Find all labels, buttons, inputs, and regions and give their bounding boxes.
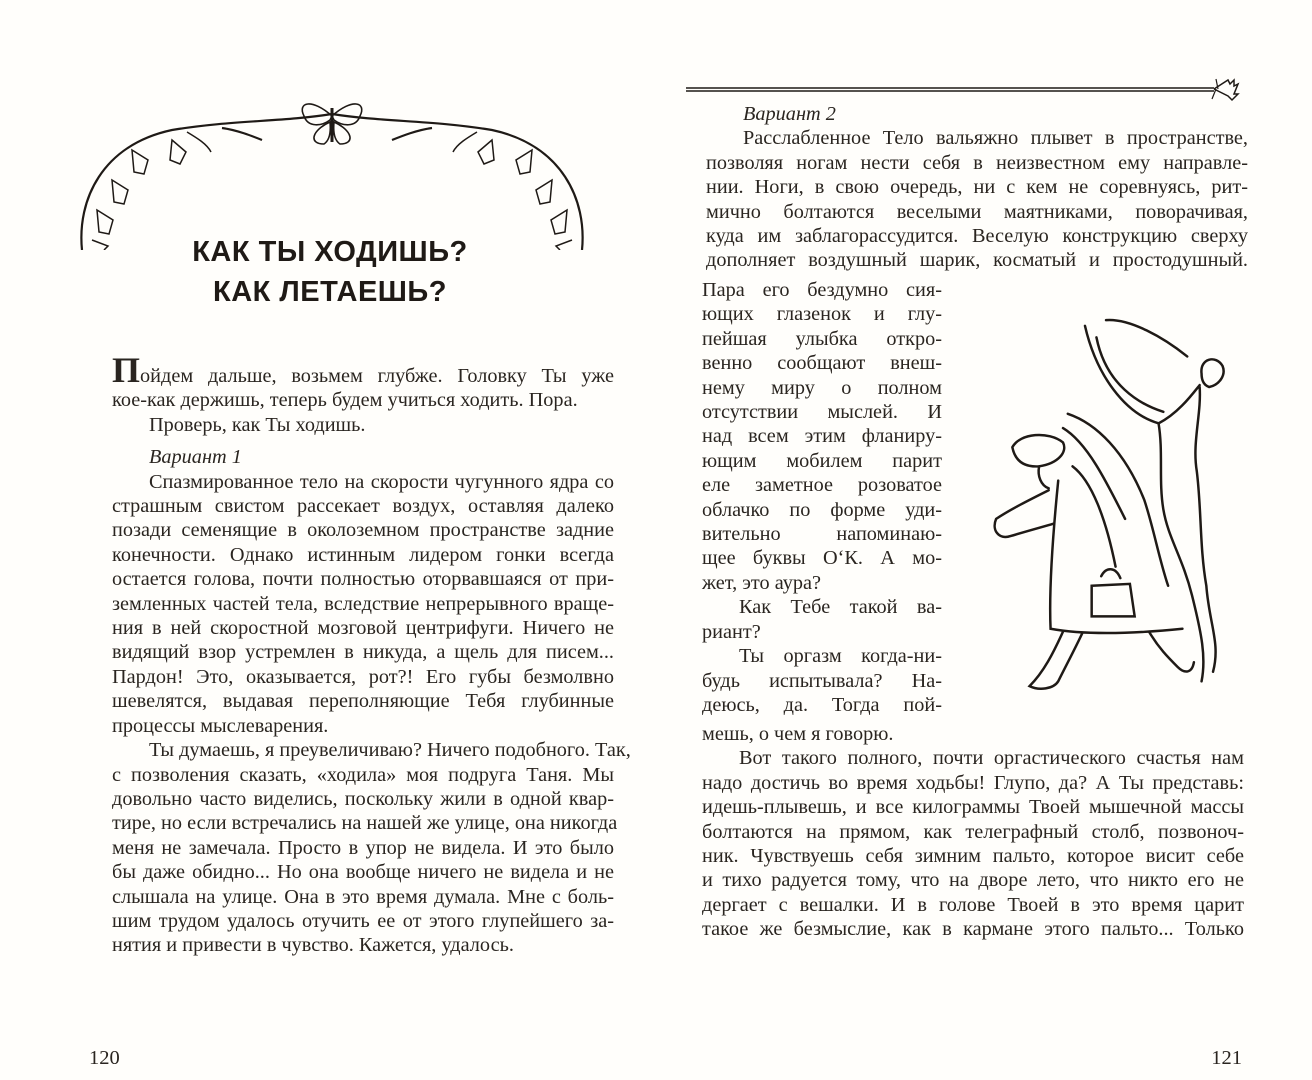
chapter-title-line: КАК ЛЕТАЕШЬ? bbox=[213, 276, 447, 308]
right-narrow-text bbox=[702, 278, 942, 717]
text-line: надо достичь во время ходьбы! Глупо, да? А Ты представь: bbox=[702, 771, 1244, 794]
text-line: слышала на улице. Она в это время думала. Мне с боль- bbox=[112, 885, 614, 908]
text-line: позади семенящие в околоземном пространстве задние bbox=[112, 519, 614, 542]
page-number: 120 bbox=[89, 1047, 120, 1069]
text-line: щее буквы О‘К. А мо- bbox=[702, 547, 942, 570]
right-bottom-text bbox=[702, 722, 1244, 942]
text-line: идешь-плывешь, и все килограммы Твоей мышечной массы bbox=[702, 796, 1244, 819]
text-line: нятия и привести в чувство. Кажется, удалось. bbox=[112, 934, 514, 957]
chapter-title-line: КАК ТЫ ХОДИШЬ? bbox=[192, 236, 468, 268]
text-line: Ты думаешь, я преувеличиваю? Ничего подобного. Так, bbox=[149, 739, 631, 762]
text-line: жет, это аура? bbox=[702, 571, 821, 594]
bellflower-butterfly-arch-icon bbox=[72, 100, 592, 250]
text-line: Пойдем дальше, возьмем глубже. Головку Ты уже bbox=[112, 350, 614, 390]
text-line: венно сообщают внеш- bbox=[702, 352, 942, 375]
text-line: риант? bbox=[702, 620, 761, 643]
text-line: дергает с вешалки. И в голове Твоей в это время царит bbox=[702, 893, 1244, 916]
text-line: ния в ней скоростной мозговой центрифуги. Ничего не bbox=[112, 617, 614, 640]
text-line: отсутствии мыслей. И bbox=[702, 401, 942, 424]
text-line: конечности. Однако истинным лидером гонки всегда bbox=[112, 543, 614, 566]
text-line: болтаются на прямом, как телеграфный столб, позвоноч- bbox=[702, 820, 1244, 843]
text-line: с позволения сказать, «ходила» моя подруга Таня. Мы bbox=[112, 763, 614, 786]
text-line: Расслабленное Тело вальяжно плывет в пространстве, bbox=[743, 127, 1248, 150]
chapter-title bbox=[80, 232, 580, 312]
text-line: пейшая улыбка откро- bbox=[702, 327, 942, 350]
text-line: нему миру о полном bbox=[702, 376, 942, 399]
text-line: вительно напоминаю- bbox=[702, 523, 942, 546]
text-line: страшным свистом рассекает воздух, оставляя далеко bbox=[112, 495, 614, 518]
text-line: мешь, о чем я говорю. bbox=[702, 723, 894, 745]
text-line: деюсь, да. Тогда пой- bbox=[702, 693, 942, 716]
text-line: тире, но если встречались на нашей же улице, она никогда bbox=[112, 812, 618, 835]
right-page bbox=[656, 0, 1312, 1080]
text-line: земленных частей тела, вследствие непрерывного враще- bbox=[112, 592, 614, 615]
variant-heading: Вариант 2 bbox=[743, 103, 836, 125]
text-line: довольно часто виделись, поскольку жили в одной квар- bbox=[112, 787, 614, 810]
drop-cap: П bbox=[112, 350, 141, 390]
text-line: дополняет воздушный шарик, косматый и простодушный. bbox=[706, 249, 1248, 272]
variant-heading: Вариант 1 bbox=[149, 446, 242, 469]
text-line: и тихо радуется тому, что на дворе лето, что никто его не bbox=[702, 869, 1244, 892]
text-line: кое-как держишь, теперь будем учиться ходить. Пора. bbox=[112, 389, 578, 412]
text-line: позволяя ногам нести себя в неизвестном ему направле- bbox=[706, 151, 1248, 174]
page-number: 121 bbox=[1211, 1047, 1242, 1069]
right-top-text bbox=[706, 102, 1248, 273]
text-line: Ты оргазм когда-ни- bbox=[739, 645, 942, 668]
text-line: еле заметное розоватое bbox=[702, 474, 942, 497]
text-line: куда им заблагорассудится. Веселую конструкцию сверху bbox=[706, 225, 1248, 248]
text-line: шевелятся, выдавая переполняющие Тебя глубинные bbox=[112, 690, 614, 713]
text-line: остается голова, почти полностью оторвавшаяся от при- bbox=[112, 568, 614, 591]
text-line: процессы мыслеварения. bbox=[112, 714, 329, 737]
text-line: бы даже обидно... Но она вообще ничего не видела и не bbox=[112, 861, 614, 884]
text-line: Как Тебе такой ва- bbox=[739, 596, 942, 619]
text-line: Пара его бездумно сия- bbox=[702, 279, 942, 301]
text-line: Проверь, как Ты ходишь. bbox=[149, 413, 366, 436]
text-line: Пардон! Это, оказывается, рот?! Его губы безмолвно bbox=[112, 665, 614, 688]
text-line: шим трудом удалось отучить ее от этого глупейшего за- bbox=[112, 909, 614, 932]
text-line: ник. Чувствуешь себя зимним пальто, которое висит себе bbox=[702, 845, 1244, 868]
text-line: облачко по форме уди- bbox=[702, 498, 942, 521]
text-line: мично болтаются веселыми маятниками, поворачивая, bbox=[706, 200, 1248, 223]
text-line: ющим мобилем парит bbox=[702, 449, 942, 472]
text-line: Вот такого полного, почти оргастического счастья нам bbox=[739, 747, 1244, 770]
text-line: нии. Ноги, в свою очередь, ни с кем не соревнуясь, рит- bbox=[706, 176, 1248, 199]
text-line: будь испытывала? На- bbox=[702, 669, 942, 692]
text-line: над всем этим фланиру- bbox=[702, 425, 942, 448]
bellflower-rule-icon bbox=[686, 74, 1246, 104]
text-line: меня не замечала. Просто в упор не видела. И это было bbox=[112, 836, 614, 859]
text-line: видящий взор устремлен в никуда, а щель для писем... bbox=[112, 641, 614, 664]
text-line: Спазмированное тело на скорости чугунного ядра со bbox=[149, 470, 614, 493]
left-body-text bbox=[112, 350, 631, 958]
text-line: ющих глазенок и глу- bbox=[702, 303, 942, 326]
text-line: такое же безмыслие, как в кармане этого пальто... Только bbox=[702, 918, 1244, 941]
walking-woman-and-dancer-sketch bbox=[956, 280, 1256, 710]
